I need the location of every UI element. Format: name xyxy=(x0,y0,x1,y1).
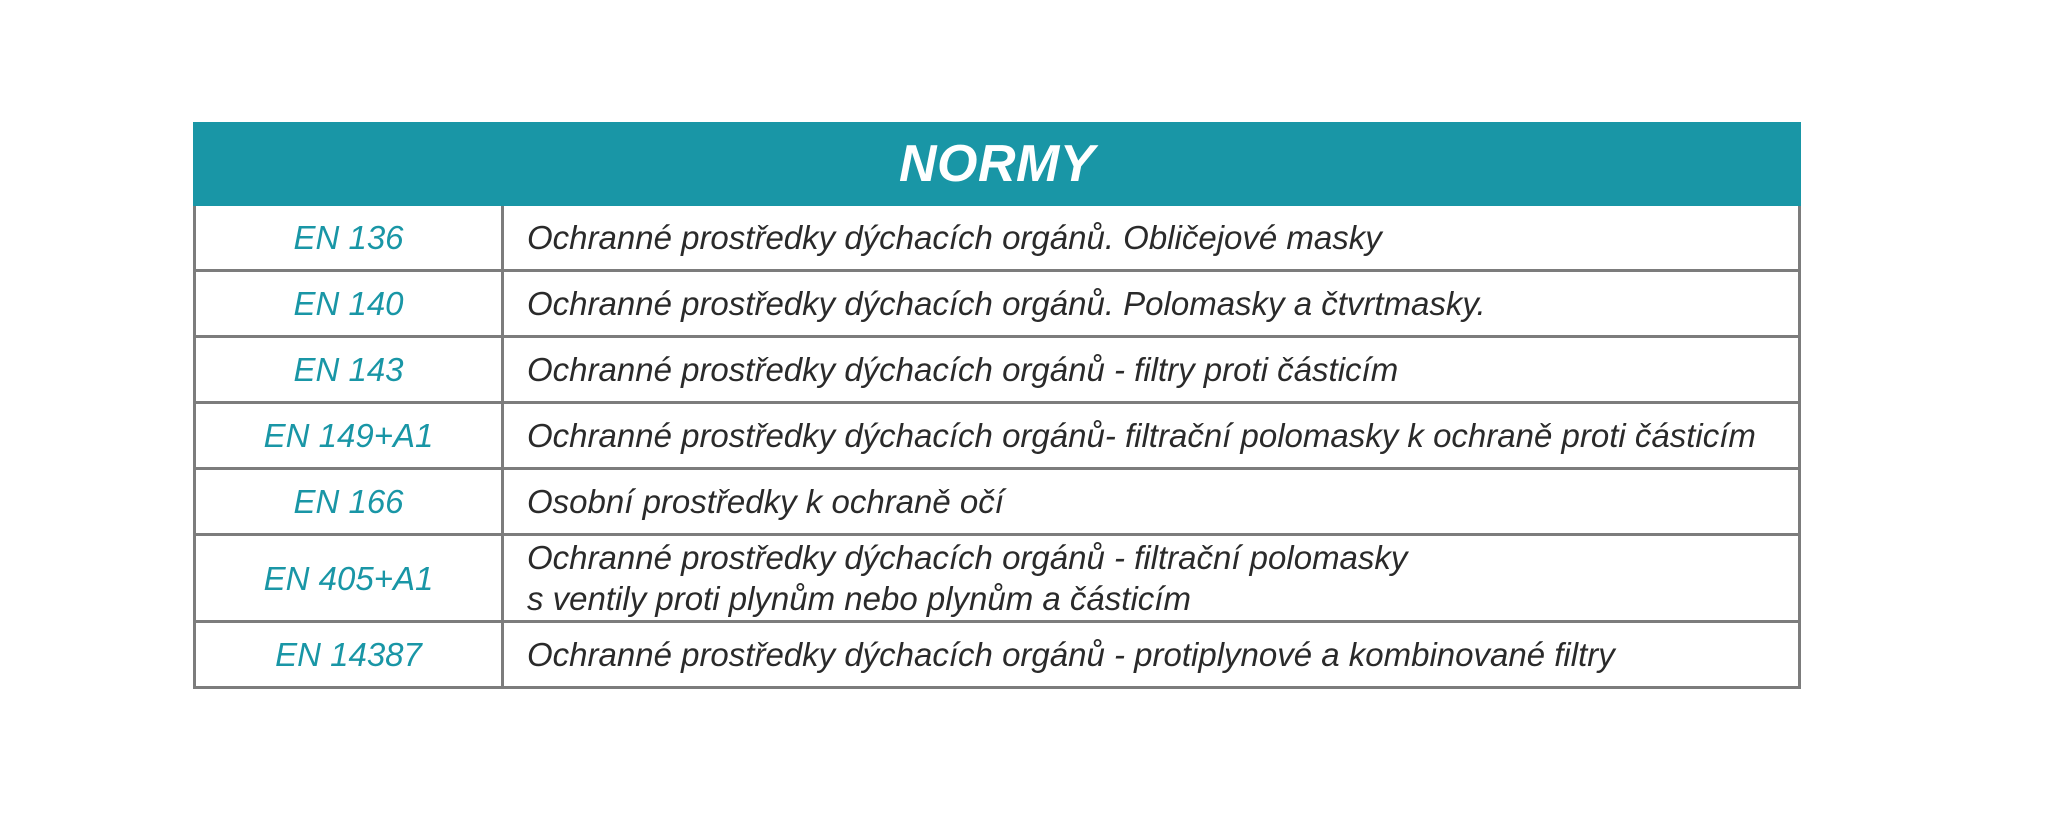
table-row xyxy=(195,337,1800,403)
norm-code: EN 136 xyxy=(195,205,503,271)
norm-description-line: Ochranné prostředky dýchacích orgánů - filtrační polomasky xyxy=(527,539,1408,576)
norm-description xyxy=(503,469,1800,535)
norms-table xyxy=(193,122,1801,689)
norm-description xyxy=(503,205,1800,271)
table-row xyxy=(195,622,1800,688)
norm-code: EN 405+A1 xyxy=(195,535,503,622)
norm-description xyxy=(503,271,1800,337)
norm-description xyxy=(503,403,1800,469)
table-row xyxy=(195,535,1800,622)
table-row xyxy=(195,469,1800,535)
norm-description-line: Osobní prostředky k ochraně očí xyxy=(527,483,1004,520)
table-header-row xyxy=(195,124,1800,205)
norm-code: EN 143 xyxy=(195,337,503,403)
norm-description-line: Ochranné prostředky dýchacích orgánů. Polomasky a čtvrtmasky. xyxy=(527,285,1486,322)
norm-code: EN 149+A1 xyxy=(195,403,503,469)
norm-description xyxy=(503,337,1800,403)
norm-code: EN 166 xyxy=(195,469,503,535)
norm-code: EN 140 xyxy=(195,271,503,337)
norm-description-line: Ochranné prostředky dýchacích orgánů - protiplynové a kombinované filtry xyxy=(527,636,1615,673)
norm-description-line: Ochranné prostředky dýchacích orgánů - filtry proti částicím xyxy=(527,351,1399,388)
norm-description-line: Ochranné prostředky dýchacích orgánů- filtrační polomasky k ochraně proti částicím xyxy=(527,417,1756,454)
norm-description xyxy=(503,535,1800,622)
table-row xyxy=(195,271,1800,337)
table-title: NORMY xyxy=(195,124,1800,205)
table-row xyxy=(195,205,1800,271)
norm-description-line: Ochranné prostředky dýchacích orgánů. Obličejové masky xyxy=(527,219,1382,256)
table-row xyxy=(195,403,1800,469)
norm-description xyxy=(503,622,1800,688)
norm-code: EN 14387 xyxy=(195,622,503,688)
norm-description-line: s ventily proti plynům nebo plynům a částicím xyxy=(527,580,1191,617)
